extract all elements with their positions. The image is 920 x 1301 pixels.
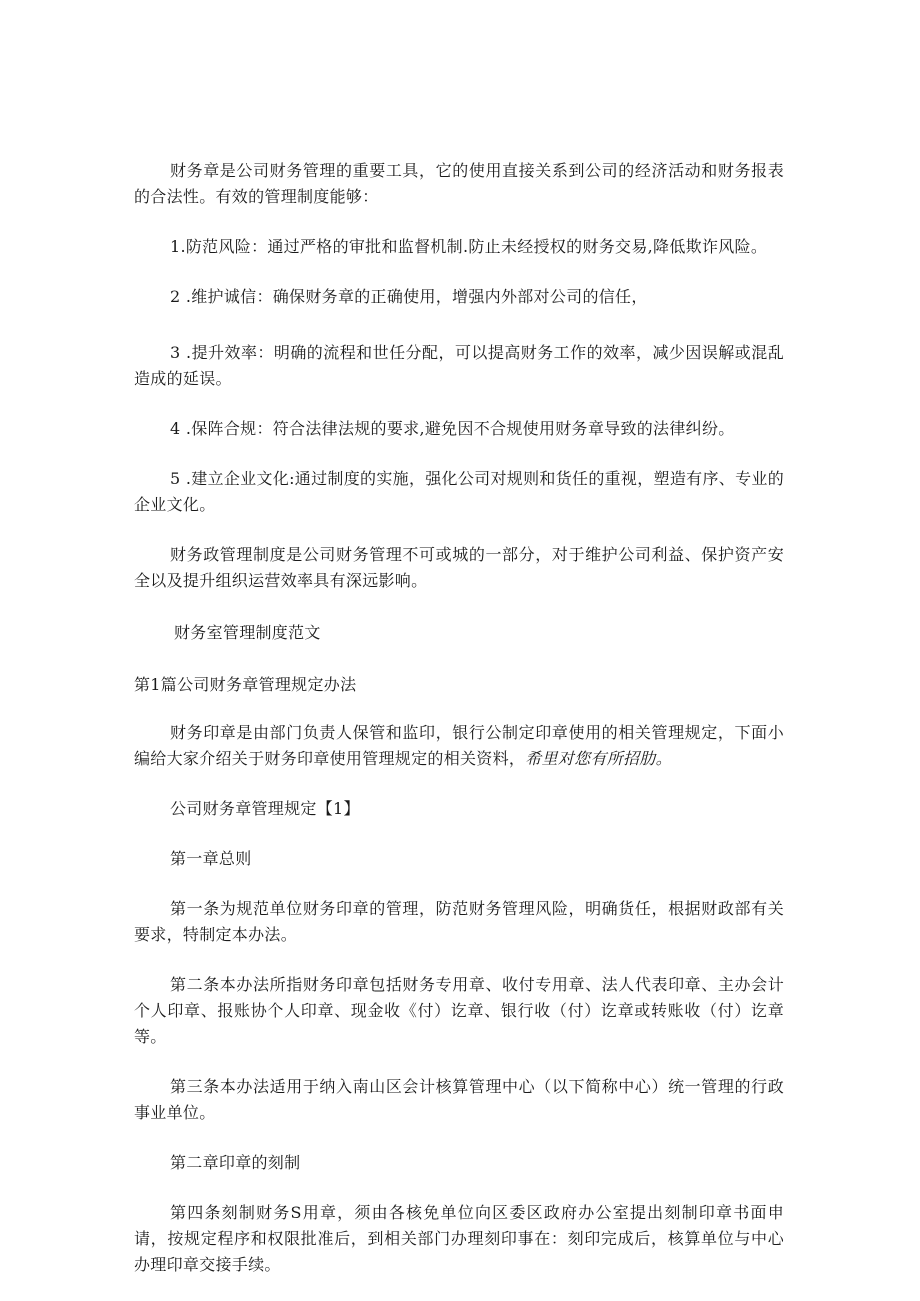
chapter-heading-1: 第一章总则 [170,849,252,868]
article-1: 第一条为规范单位财务印章的管理，防范财务管理风险，明确货任，根据财政部有关要求，特制定本办法。 [134,899,784,944]
document-page [134,158,784,1278]
section-title: 财务室管理制度范文 [174,623,321,642]
list-item-1: 1.防范风险：通过严格的审批和监督机制.防止未经授权的财务交易,降低欺诈风险。 [170,237,768,256]
list-item-2: 2 .维护诚信：确保财务章的正确使用，增强内外部对公司的信任， [170,287,648,306]
article-intro-italic: 希里对您有所招肋。 [525,749,672,768]
article-title: 第1篇公司财务章管理规定办法 [134,675,357,694]
article-4: 第四条刻制财务S用章，须由各核免单位向区委区政府办公室提出刻制印章书面申请，按规定程序和权限批准后，到相关部门办理刻印事在：刻印完成后，核算单位与中心办理印章交接手续。 [134,1203,784,1274]
chapter-heading-2: 第二章印章的刻制 [170,1153,301,1172]
list-item-3: 3 .提升效率：明确的流程和世任分配，可以提高财务工作的效率，减少因误解或混乱造成的延误。 [134,343,784,388]
article-intro-paragraph [134,720,784,772]
regulation-heading: 公司财务章管理规定【1】 [170,799,360,818]
article-3: 第三条本办法适用于纳入南山区会计核算管理中心（以下简称中心）统一管理的行政事业单位。 [134,1077,784,1122]
intro-paragraph: 财务章是公司财务管理的重要工具，它的使用直接关系到公司的经济活动和财务报表的合法性。有效的管理制度能够： [134,161,784,206]
article-2: 第二条本办法所指财务印章包括财务专用章、收付专用章、法人代表印章、主办会计个人印章、报账协个人印章、现金收《付）讫章、银行收（付）讫章或转账收（付）讫章等。 [134,975,784,1046]
summary-paragraph: 财务政管理制度是公司财务管理不可或城的一部分，对于维护公司利益、保护资产安全以及提升组织运营效率具有深远影响。 [134,545,784,590]
list-item-5: 5 .建立企业文化:通过制度的实施，强化公司对规则和货任的重视，塑造有序、专业的企业文化。 [134,469,784,514]
article-intro-text: 财务印章是由部门负责人保管和监印，银行公制定印章使用的相关管理规定，下面小编给大家介绍关于财务印章使用管理规定的相关资料， [134,723,784,768]
list-item-4: 4 .保阵合规：符合法律法规的要求,避免因不合规使用财务章导致的法律纠纷。 [170,419,735,438]
